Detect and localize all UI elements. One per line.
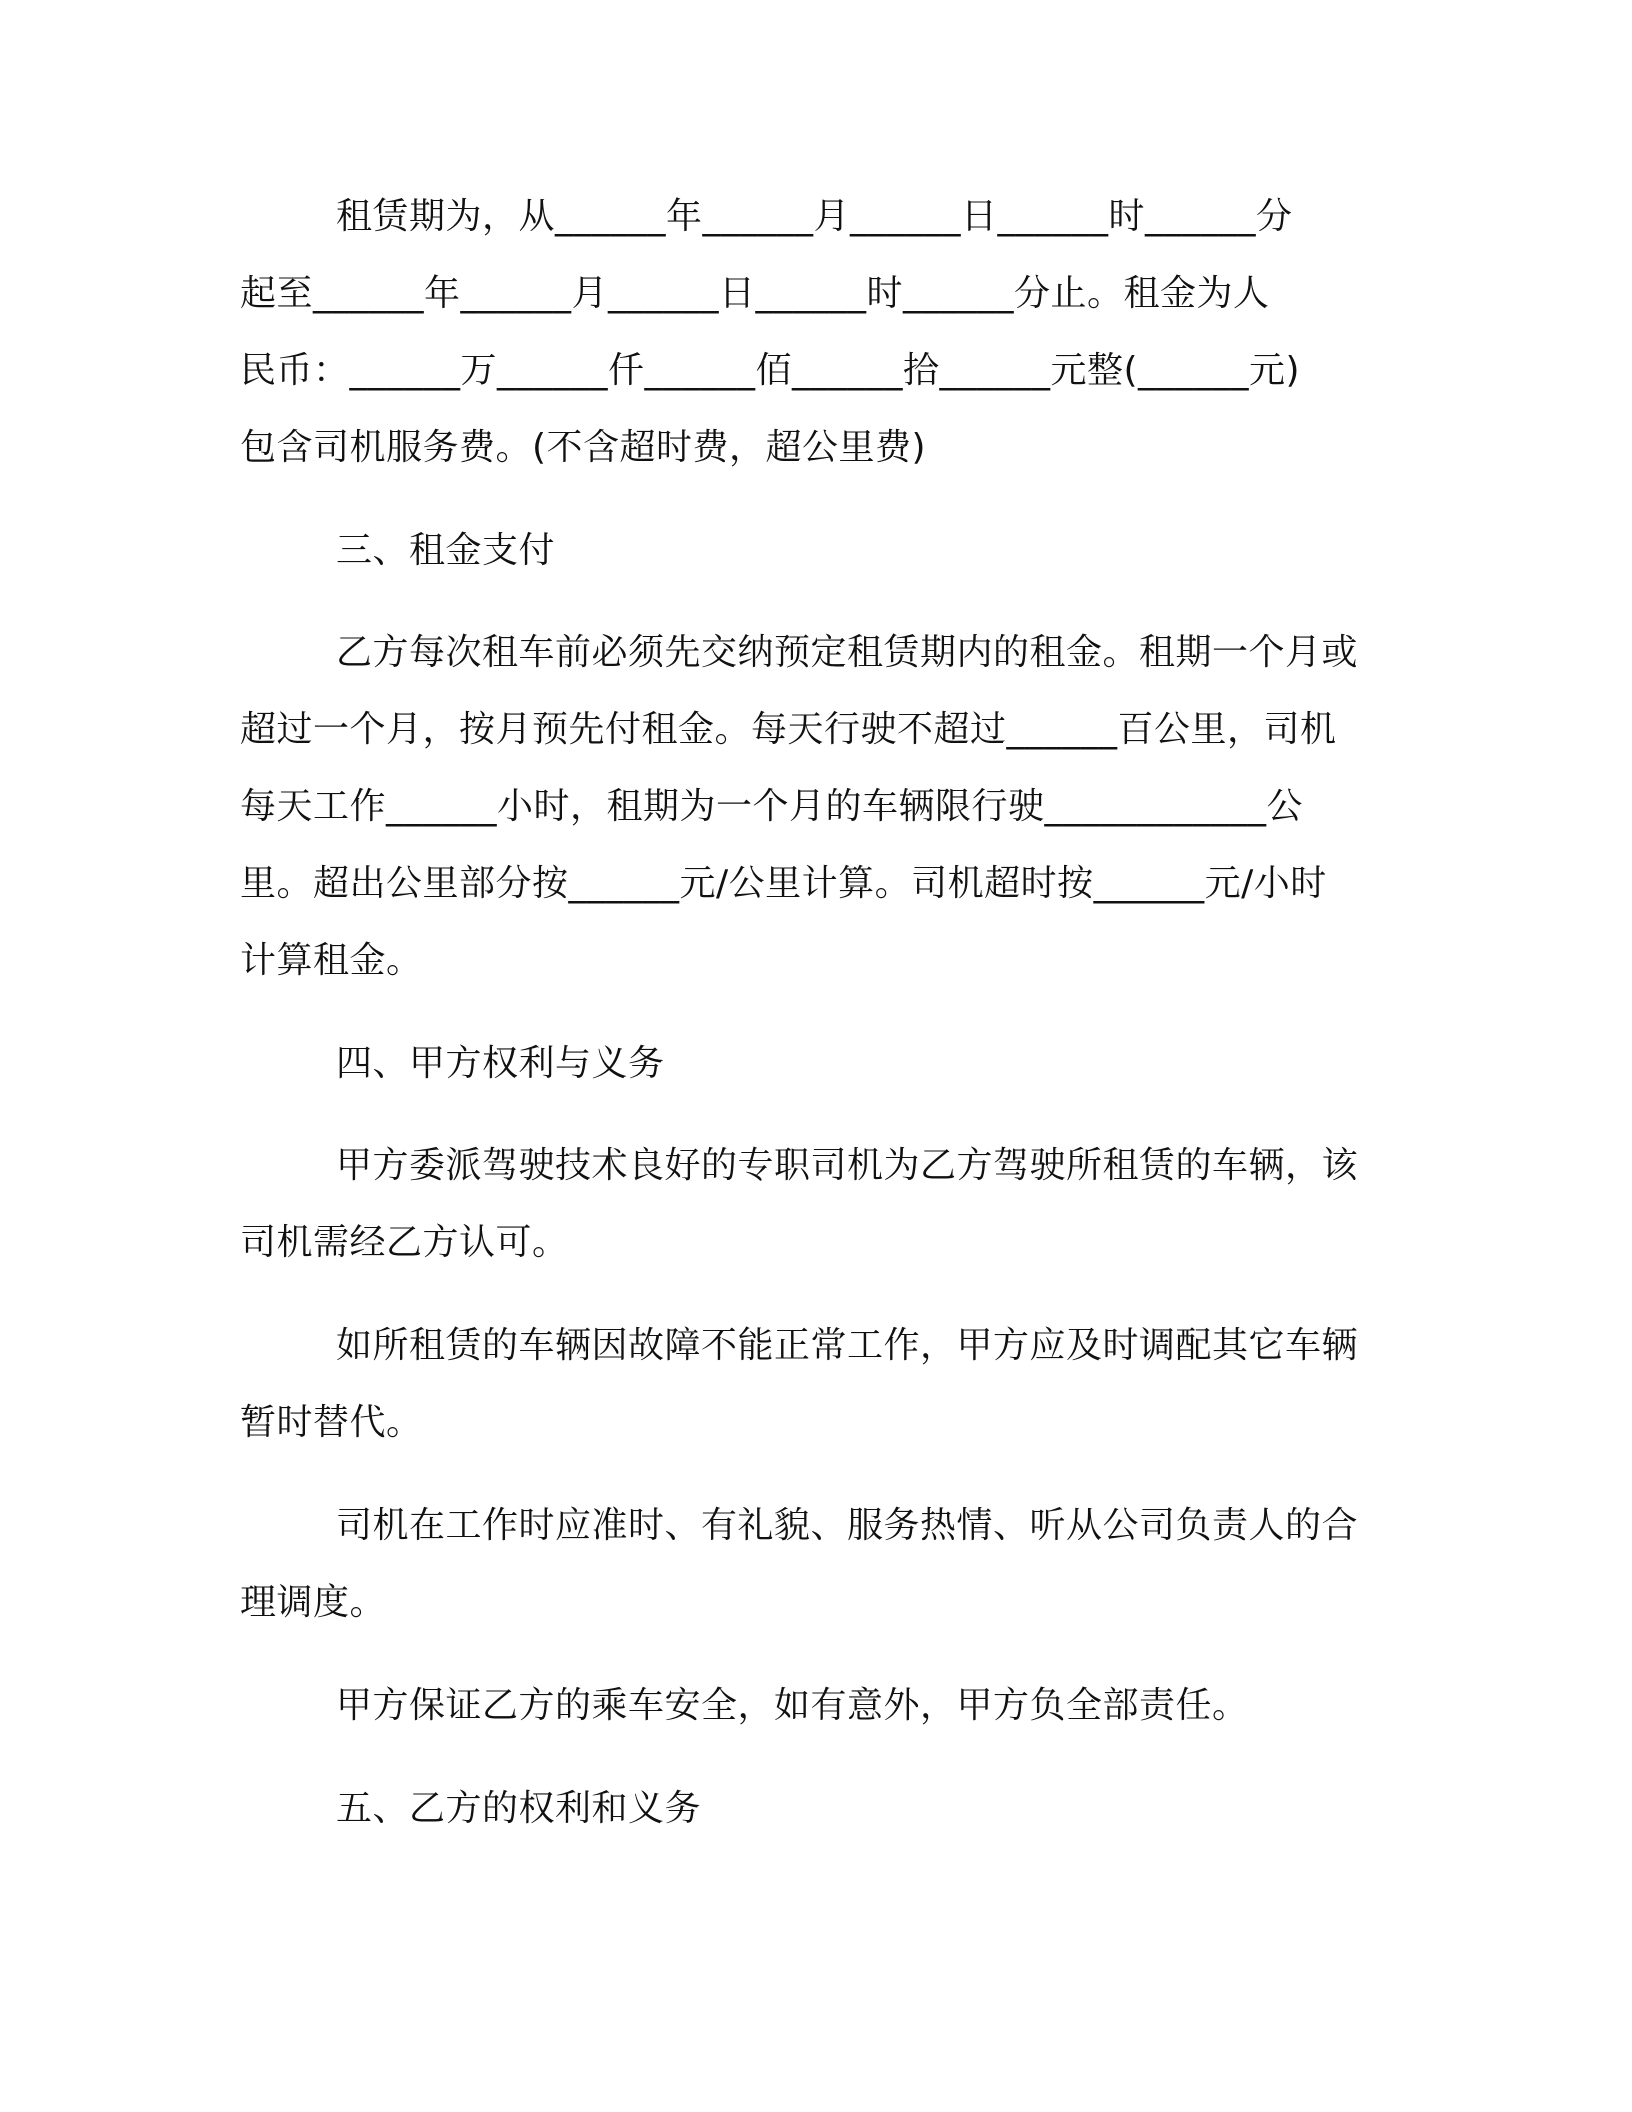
section-4-p2-line-1: 如所租赁的车辆因故障不能正常工作，甲方应及时调配其它车辆 <box>336 1325 1359 1366</box>
lease-period-line-4: 包含司机服务费。(不含超时费，超公里费) <box>240 427 927 468</box>
lease-period-line-1: 租赁期为，从______年______月______日______时______分 <box>336 196 1293 237</box>
section-4-heading: 四、甲方权利与义务 <box>336 1043 665 1084</box>
lease-period-line-2: 起至______年______月______日______时______分止。租金为人 <box>240 273 1270 314</box>
section-3-p1-line-4: 里。超出公里部分按______元/公里计算。司机超时按______元/小时 <box>240 863 1327 904</box>
section-4-p2-line-2: 暂时替代。 <box>240 1402 423 1443</box>
section-3-p1-line-2: 超过一个月，按月预先付租金。每天行驶不超过______百公里，司机 <box>240 709 1337 750</box>
section-4-p3-line-2: 理调度。 <box>240 1582 387 1623</box>
section-3-p1-line-5: 计算租金。 <box>240 940 423 981</box>
lease-period-line-3: 民币：______万______仟______佰______拾______元整(______元) <box>240 350 1301 391</box>
section-3-heading: 三、租金支付 <box>336 530 556 571</box>
section-4-p1-line-1: 甲方委派驾驶技术良好的专职司机为乙方驾驶所租赁的车辆，该 <box>336 1145 1359 1186</box>
section-4-p1-line-2: 司机需经乙方认可。 <box>240 1222 569 1263</box>
section-3-p1-line-1: 乙方每次租车前必须先交纳预定租赁期内的租金。租期一个月或 <box>336 632 1359 673</box>
section-5-heading: 五、乙方的权利和义务 <box>336 1788 702 1829</box>
section-3-p1-line-3: 每天工作______小时，租期为一个月的车辆限行驶____________公 <box>240 786 1304 827</box>
section-4-p3-line-1: 司机在工作时应准时、有礼貌、服务热情、听从公司负责人的合 <box>336 1505 1359 1546</box>
section-4-p4-line-1: 甲方保证乙方的乘车安全，如有意外，甲方负全部责任。 <box>336 1685 1249 1726</box>
